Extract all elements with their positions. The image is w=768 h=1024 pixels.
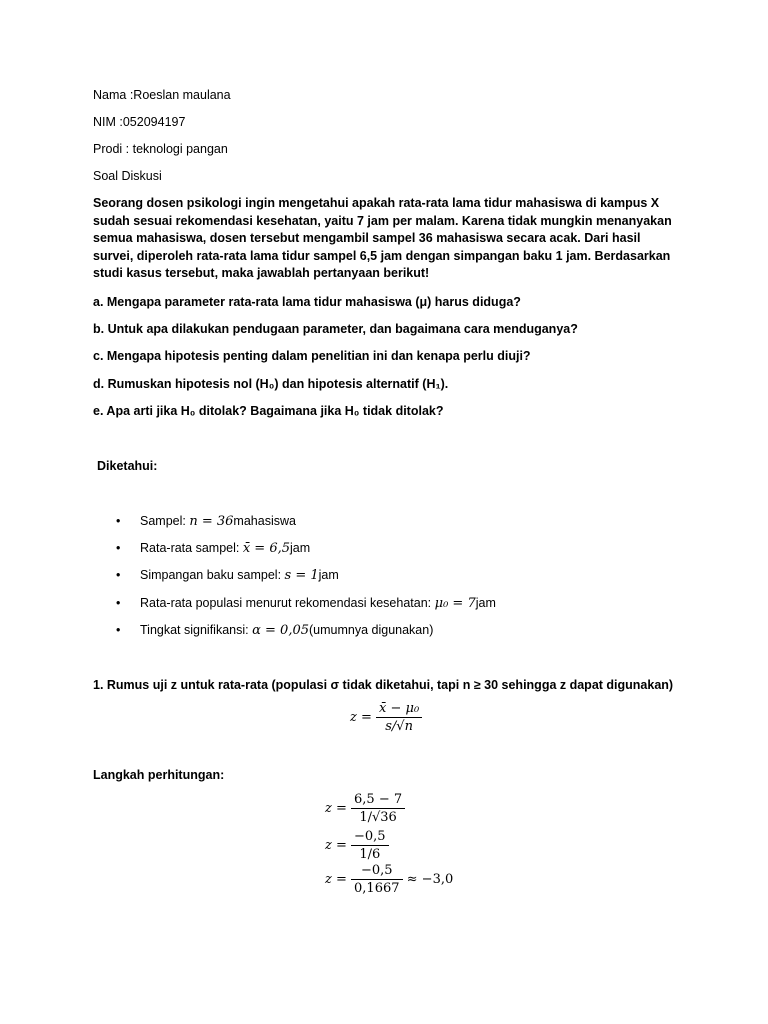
- question-c: c. Mengapa hipotesis penting dalam penelitian ini dan kenapa perlu diuji?: [93, 349, 531, 363]
- bullet-icon: •: [116, 514, 121, 528]
- bullet-icon: •: [116, 623, 121, 637]
- question-e: e. Apa arti jika H₀ ditolak? Bagaimana jika H₀ tidak ditolak?: [93, 404, 444, 418]
- formula-fraction: [376, 701, 422, 734]
- calc-step-1: z = $\frac{6,5 - 7}{1/√36}$: [325, 792, 405, 825]
- bullet-icon: •: [116, 568, 121, 582]
- formula-lhs: z =: [350, 710, 372, 725]
- calc-step-2: z = $\frac{-0,5}{1/6}$: [325, 829, 389, 862]
- bullet-icon: •: [116, 541, 121, 555]
- question-b: b. Untuk apa dilakukan pendugaan parameter, dan bagaimana cara menduganya?: [93, 322, 578, 336]
- formula-denominator: s/√n: [385, 719, 413, 734]
- student-name: Nama :Roeslan maulana: [93, 88, 231, 102]
- problem-text: Seorang dosen psikologi ingin mengetahui apakah rata-rata lama tidur mahasiswa di kampus X sudah sesuai rekomendasi kesehatan, yaitu 7 jam per malam. Karena tidak mungkin menanyakan semua mahasiswa, dosen tersebut mengambil sampel 36 mahasiswa secara acak. Dari hasil survei, diperoleh rata-rata lama tidur sampel 6,5 jam dengan simpangan baku 1 jam. Berdasarkan studi kasus tersebut, maka jawablah pertanyaan berikut!: [93, 196, 672, 280]
- calc-fraction: $\frac{-0,5}{1/6}$: [351, 829, 389, 862]
- question-d: d. Rumuskan hipotesis nol (H₀) dan hipotesis alternatif (H₁).: [93, 377, 449, 391]
- steps-heading: Langkah perhitungan:: [93, 768, 225, 782]
- known-item: • Rata-rata populasi menurut rekomendasi kesehatan: μ₀ = 7jam: [116, 596, 496, 611]
- question-a: a. Mengapa parameter rata-rata lama tidur mahasiswa (μ) harus diduga?: [93, 295, 521, 309]
- student-nim: NIM :052094197: [93, 115, 186, 129]
- calc-fraction: $\frac{6,5 - 7}{1/√36}$: [351, 792, 405, 825]
- section-title: Soal Diskusi: [93, 169, 162, 183]
- bullet-icon: •: [116, 596, 121, 610]
- formula-heading: 1. Rumus uji z untuk rata-rata (populasi σ tidak diketahui, tapi n ≥ 30 sehingga z dapat digunakan): [93, 678, 674, 692]
- calc-result: ≈ −3,0: [406, 872, 454, 887]
- known-item: • Tingkat signifikansi: α = 0,05(umumnya digunakan): [116, 623, 434, 638]
- known-item: • Simpangan baku sampel: s = 1jam: [116, 568, 339, 583]
- calc-step-3: z = $\frac{-0,5}{0,1667}$ ≈ −3,0: [325, 863, 454, 896]
- calc-fraction: $\frac{-0,5}{0,1667}$: [351, 863, 403, 896]
- formula-numerator: x̄ − μ₀: [376, 701, 422, 718]
- z-formula: [350, 701, 422, 734]
- student-prodi: Prodi : teknologi pangan: [93, 142, 228, 156]
- known-item: • Sampel: n = 36mahasiswa: [116, 514, 296, 529]
- known-heading: Diketahui:: [97, 459, 158, 473]
- known-item: • Rata-rata sampel: x̄ = 6,5jam: [116, 541, 311, 556]
